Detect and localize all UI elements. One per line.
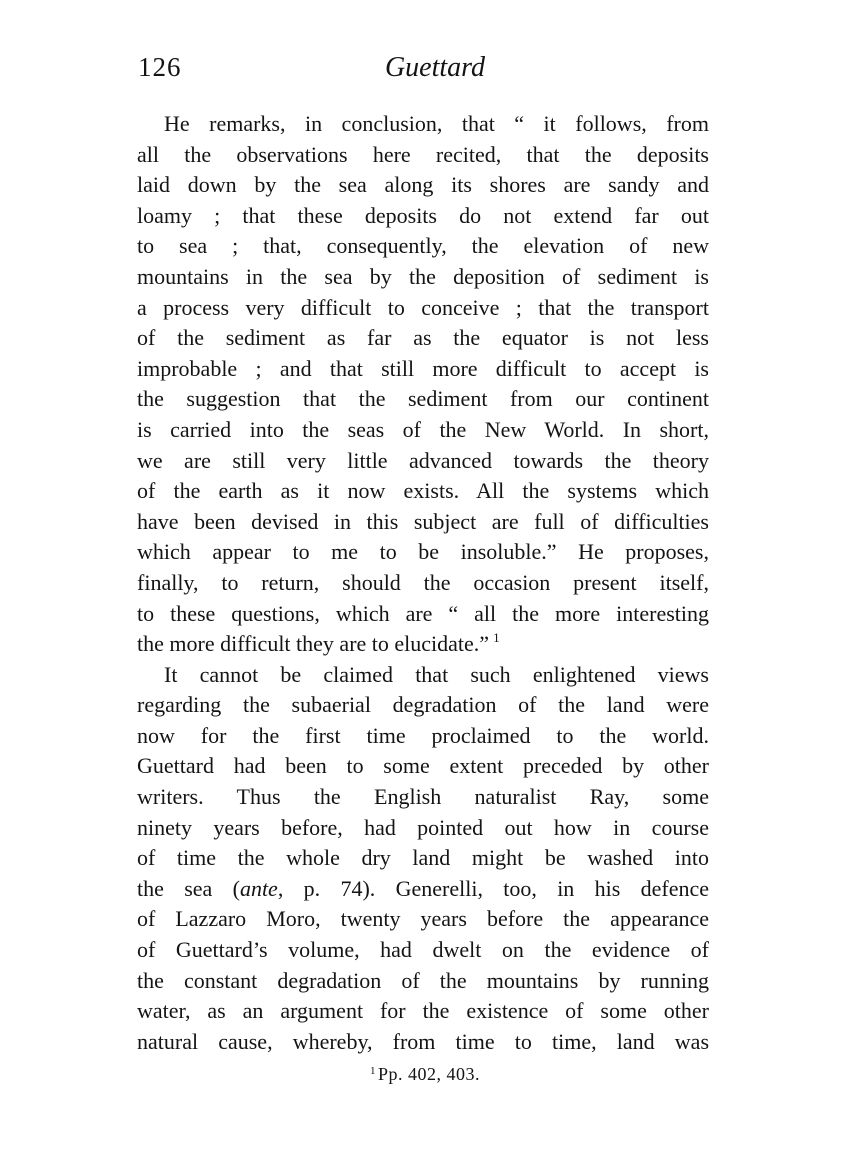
text-line: writers. Thus the English naturalist Ray, some (137, 784, 709, 810)
text-line: we are still very little advanced towards the theory (137, 447, 709, 473)
running-title: Guettard (384, 52, 486, 83)
text-line: of the earth as it now exists. All the systems which (137, 478, 709, 504)
text-line: all the observations here recited, that the deposits (137, 141, 709, 167)
body-text (137, 109, 709, 1057)
text-line: the more difficult they are to elucidate.” $^1$ (137, 630, 500, 657)
text-line: It cannot be claimed that such enlightened views (164, 661, 709, 687)
footnote-text: Pp. 402, 403. (377, 1064, 480, 1084)
paragraph (137, 660, 709, 1058)
text-line: improbable ; and that still more difficult to accept is (137, 355, 709, 381)
running-head (138, 52, 708, 92)
text-line: laid down by the sea along its shores are sandy and (137, 172, 709, 198)
text-line: a process very difficult to conceive ; that the transport (137, 294, 709, 320)
text-line: of the sediment as far as the equator is not less (137, 325, 709, 351)
page-number: 126 (138, 52, 182, 82)
text-line: is carried into the seas of the New World. In short, (137, 416, 709, 442)
text-line: to these questions, which are “ all the more interesting (137, 600, 709, 626)
text-line: have been devised in this subject are full of difficulties (137, 508, 709, 534)
text-line: mountains in the sea by the deposition of sediment is (137, 263, 709, 289)
text-line: of Guettard’s volume, had dwelt on the evidence of (137, 937, 709, 963)
text-line: water, as an argument for the existence of some other (137, 998, 709, 1024)
text-line: of Lazzaro Moro, twenty years before the appearance (137, 906, 709, 932)
text-line: which appear to me to be insoluble.” He proposes, (137, 539, 709, 565)
text-line: the constant degradation of the mountains by running (137, 967, 709, 993)
text-line (137, 874, 709, 905)
text-line: to sea ; that, consequently, the elevation of new (137, 233, 709, 259)
footnote-marker: 1 (369, 1065, 376, 1077)
text-line: the suggestion that the sediment from our continent (137, 386, 709, 412)
text-run: , p. 74). Generelli, too, in his defence (277, 875, 709, 901)
italic-word: ante (239, 875, 278, 901)
text-line: Guettard had been to some extent preceded by other (137, 753, 709, 779)
text-line: loamy ; that these deposits do not extend far out (137, 202, 709, 228)
footnote-reference[interactable]: 1 (493, 630, 500, 646)
text-line: natural cause, whereby, from time to time, land was (137, 1028, 709, 1054)
text-line: regarding the subaerial degradation of the land were (137, 692, 709, 718)
text-line: ninety years before, had pointed out how in course (137, 814, 709, 840)
text-line: now for the first time proclaimed to the world. (137, 722, 709, 748)
text-run: the sea ( (137, 875, 240, 901)
footnote (0, 1064, 850, 1085)
paragraph (137, 109, 709, 660)
text-line: finally, to return, should the occasion present itself, (137, 569, 709, 595)
text-line: He remarks, in conclusion, that “ it follows, from (164, 111, 709, 136)
text-line: of time the whole dry land might be washed into (137, 845, 709, 871)
